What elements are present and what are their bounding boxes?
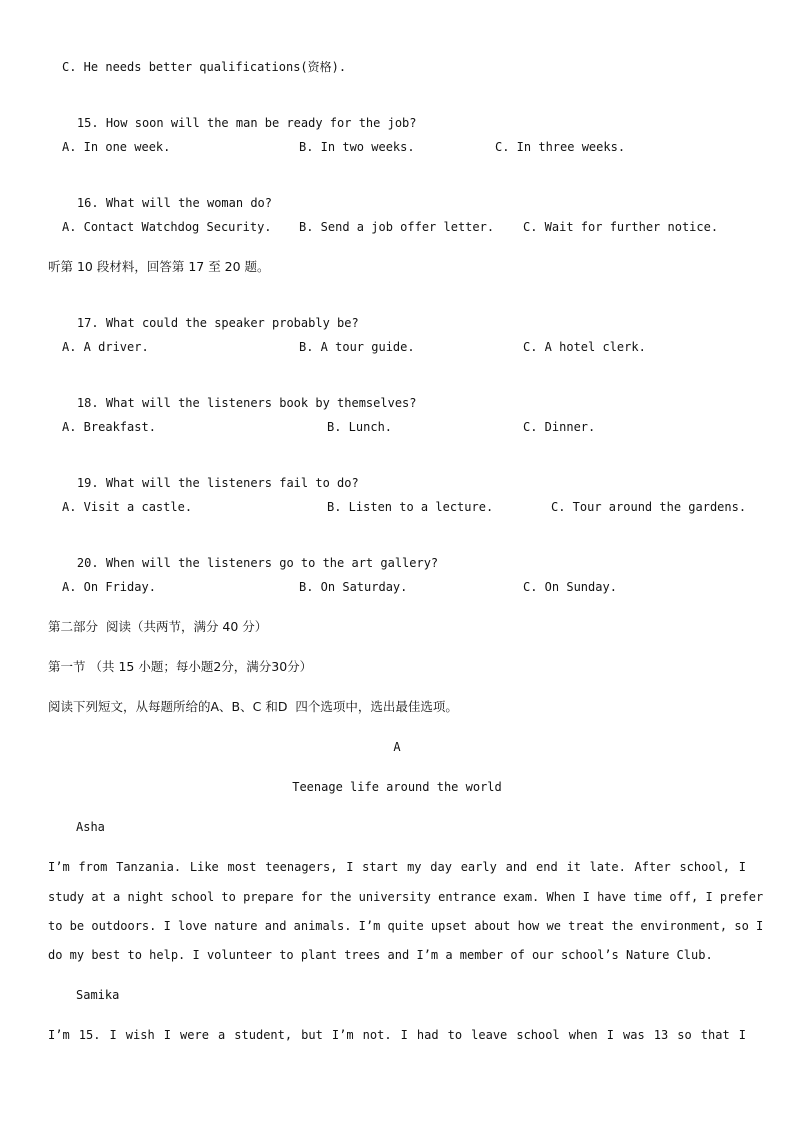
question-text: What will the listeners fail to do? bbox=[105, 476, 359, 490]
asha-line: I’m from Tanzania. Like most teenagers, I start my day early and end it late. After school, I bbox=[48, 860, 746, 874]
q19-option-c: C. Tour around the gardens. bbox=[551, 500, 747, 514]
q19-option-b: B. Listen to a lecture. bbox=[327, 500, 494, 514]
question-text: What will the listeners book by themselves? bbox=[105, 396, 417, 410]
question-number: 20. bbox=[76, 556, 99, 570]
question-text: When will the listeners go to the art gallery? bbox=[105, 556, 439, 570]
speaker-name-asha: Asha bbox=[76, 820, 105, 834]
question-text: How soon will the man be ready for the job? bbox=[105, 116, 417, 130]
question-number: 17. bbox=[76, 316, 99, 330]
q20-option-b: B. On Saturday. bbox=[299, 580, 408, 594]
part2-title: 第二部分 阅读（共两节，满分 40 分） bbox=[48, 619, 268, 634]
q14-option-c: C. He needs better qualifications(资格). bbox=[62, 60, 347, 74]
q15-option-c: C. In three weeks. bbox=[495, 140, 626, 154]
q16-option-b: B. Send a job offer letter. bbox=[299, 220, 495, 234]
q19-option-a: A. Visit a castle. bbox=[62, 500, 193, 514]
question-number: 18. bbox=[76, 396, 99, 410]
question-number: 19. bbox=[76, 476, 99, 490]
asha-line: do my best to help. I volunteer to plant trees and I’m a member of our school’s Nature Club. bbox=[48, 948, 713, 962]
q15-option-b: B. In two weeks. bbox=[299, 140, 415, 154]
reading-instruction: 阅读下列短文，从每题所给的A、B、C 和D 四个选项中，选出最佳选项。 bbox=[48, 699, 458, 714]
instruction-10: 听第 10 段材料，回答第 17 至 20 题。 bbox=[48, 259, 270, 274]
question-text: What could the speaker probably be? bbox=[105, 316, 359, 330]
samika-line: I’m 15. I wish I were a student, but I’m not. I had to leave school when I was 13 so that I bbox=[48, 1028, 746, 1042]
speaker-name-samika: Samika bbox=[76, 988, 120, 1002]
question-number: 16. bbox=[76, 196, 99, 210]
q17-option-b: B. A tour guide. bbox=[299, 340, 415, 354]
q15-option-a: A. In one week. bbox=[62, 140, 171, 154]
q16-option-c: C. Wait for further notice. bbox=[523, 220, 719, 234]
section1-title: 第一节 （共 15 小题；每小题2分，满分30分） bbox=[48, 659, 313, 674]
q18-option-b: B. Lunch. bbox=[327, 420, 393, 434]
passage-title: Teenage life around the world bbox=[292, 780, 502, 794]
passage-label: A bbox=[393, 740, 401, 754]
asha-line: study at a night school to prepare for the university entrance exam. When I have time off, I prefer bbox=[48, 890, 764, 904]
q18-option-a: A. Breakfast. bbox=[62, 420, 156, 434]
question-number: 15. bbox=[76, 116, 99, 130]
q17-option-a: A. A driver. bbox=[62, 340, 149, 354]
asha-line: to be outdoors. I love nature and animals. I’m quite upset about how we treat the environment, so I bbox=[48, 919, 764, 933]
q17-option-c: C. A hotel clerk. bbox=[523, 340, 646, 354]
q18-option-c: C. Dinner. bbox=[523, 420, 596, 434]
q16-option-a: A. Contact Watchdog Security. bbox=[62, 220, 272, 234]
q20-option-c: C. On Sunday. bbox=[523, 580, 617, 594]
question-text: What will the woman do? bbox=[105, 196, 272, 210]
q20-option-a: A. On Friday. bbox=[62, 580, 156, 594]
